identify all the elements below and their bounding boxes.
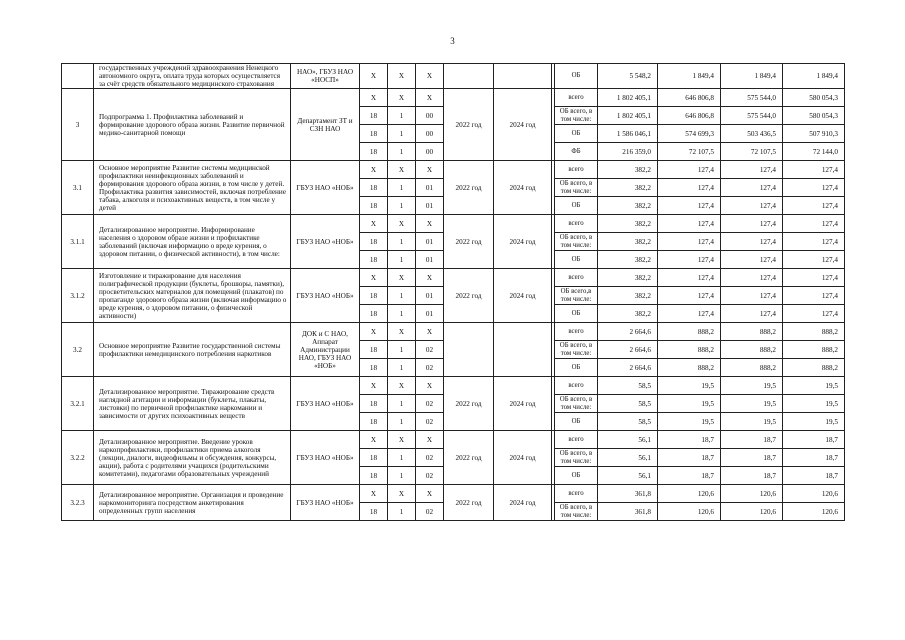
amount-cell: 56,1 bbox=[598, 467, 658, 485]
amount-cell: 575 544,0 bbox=[721, 107, 783, 125]
code-cell: 18 bbox=[360, 143, 388, 161]
item-number-cell: 3 bbox=[62, 89, 94, 161]
amount-cell: 127,4 bbox=[783, 233, 845, 251]
code-cell: 18 bbox=[360, 233, 388, 251]
amount-cell: 19,5 bbox=[658, 377, 721, 395]
amount-cell: 382,2 bbox=[598, 305, 658, 323]
table-row bbox=[62, 485, 845, 503]
amount-cell: 1 802 405,1 bbox=[598, 89, 658, 107]
end-year-cell: 2024 год bbox=[494, 215, 552, 269]
code-cell: 1 bbox=[388, 233, 416, 251]
amount-cell: 58,5 bbox=[598, 395, 658, 413]
code-cell: 1 bbox=[388, 341, 416, 359]
start-year-cell: 2022 год bbox=[444, 485, 494, 521]
code-cell: 1 bbox=[388, 197, 416, 215]
funding-source-cell: ОБ всего, в том числе: bbox=[555, 503, 598, 521]
amount-cell: 888,2 bbox=[783, 323, 845, 341]
end-year-cell: 2024 год bbox=[494, 377, 552, 431]
executor-cell: ГБУЗ НАО «НОБ» bbox=[291, 485, 360, 521]
amount-cell: 361,8 bbox=[598, 503, 658, 521]
code-cell: 00 bbox=[416, 143, 444, 161]
amount-cell: 18,7 bbox=[783, 431, 845, 449]
item-name-cell: Основное мероприятие Развитие государственной системы профилактики немедицинского потребления наркотиков bbox=[94, 323, 291, 377]
item-number-cell: 3.2.3 bbox=[62, 485, 94, 521]
amount-cell: 2 664,6 bbox=[598, 323, 658, 341]
amount-cell: 127,4 bbox=[658, 287, 721, 305]
executor-cell: ГБУЗ НАО «НОБ» bbox=[291, 269, 360, 323]
amount-cell: 127,4 bbox=[658, 251, 721, 269]
amount-cell: 1 849,4 bbox=[658, 64, 721, 89]
end-year-cell: 2024 год bbox=[494, 89, 552, 161]
code-cell: 02 bbox=[416, 395, 444, 413]
amount-cell: 361,8 bbox=[598, 485, 658, 503]
code-cell: 18 bbox=[360, 449, 388, 467]
table-row bbox=[62, 215, 845, 233]
amount-cell: 2 664,6 bbox=[598, 359, 658, 377]
funding-source-cell: ОБ bbox=[555, 467, 598, 485]
amount-cell: 18,7 bbox=[721, 467, 783, 485]
funding-source-cell: ФБ bbox=[555, 143, 598, 161]
code-cell: 18 bbox=[360, 413, 388, 431]
code-cell: X bbox=[416, 161, 444, 179]
amount-cell: 19,5 bbox=[721, 413, 783, 431]
table-row bbox=[62, 161, 845, 179]
end-year-cell: 2024 год bbox=[494, 161, 552, 215]
amount-cell: 580 054,3 bbox=[783, 89, 845, 107]
amount-cell: 127,4 bbox=[721, 305, 783, 323]
amount-cell: 382,2 bbox=[598, 215, 658, 233]
amount-cell: 19,5 bbox=[658, 413, 721, 431]
amount-cell: 382,2 bbox=[598, 233, 658, 251]
code-cell: 18 bbox=[360, 107, 388, 125]
start-year-cell: 2022 год bbox=[444, 377, 494, 431]
amount-cell: 5 548,2 bbox=[598, 64, 658, 89]
amount-cell: 888,2 bbox=[658, 341, 721, 359]
code-cell: 00 bbox=[416, 107, 444, 125]
code-cell: 1 bbox=[388, 467, 416, 485]
amount-cell: 646 806,8 bbox=[658, 89, 721, 107]
code-cell: 02 bbox=[416, 503, 444, 521]
code-cell: 02 bbox=[416, 359, 444, 377]
item-number-cell: 3.1 bbox=[62, 161, 94, 215]
amount-cell: 18,7 bbox=[658, 467, 721, 485]
code-cell: X bbox=[360, 323, 388, 341]
amount-cell: 19,5 bbox=[721, 377, 783, 395]
funding-source-cell: всего bbox=[555, 323, 598, 341]
amount-cell: 127,4 bbox=[783, 305, 845, 323]
code-cell: 01 bbox=[416, 179, 444, 197]
code-cell: X bbox=[388, 89, 416, 107]
code-cell: 00 bbox=[416, 125, 444, 143]
item-number-cell: 3.2.1 bbox=[62, 377, 94, 431]
item-name-cell: Основное мероприятие Развитие системы медицинской профилактики неинфекционных заболеваний и формирования здорового образа жизни, в том числе у детей. Профилактика развития зависимостей, включая потребление табака, алкоголя и психоактивных веществ, в том числе у детей bbox=[94, 161, 291, 215]
item-number-cell: 3.1.1 bbox=[62, 215, 94, 269]
amount-cell: 120,6 bbox=[783, 485, 845, 503]
funding-source-cell: ОБ всего, в том числе: bbox=[555, 107, 598, 125]
code-cell: 18 bbox=[360, 341, 388, 359]
code-cell: X bbox=[416, 431, 444, 449]
code-cell: X bbox=[388, 323, 416, 341]
item-name-cell: Детализированное мероприятие. Информирование населения о здоровом образе жизни и профилактике заболеваний (включая информацию о вреде курения, о здоровом питании, о физической активности), в том числе: bbox=[94, 215, 291, 269]
code-cell: 02 bbox=[416, 467, 444, 485]
start-year-cell bbox=[444, 64, 494, 89]
start-year-cell: 2022 год bbox=[444, 89, 494, 161]
funding-source-cell: всего bbox=[555, 89, 598, 107]
amount-cell: 127,4 bbox=[658, 197, 721, 215]
code-cell: X bbox=[388, 377, 416, 395]
amount-cell: 18,7 bbox=[721, 449, 783, 467]
table-row bbox=[62, 431, 845, 449]
amount-cell: 127,4 bbox=[721, 233, 783, 251]
code-cell: X bbox=[416, 64, 444, 89]
amount-cell: 127,4 bbox=[783, 269, 845, 287]
amount-cell: 216 359,0 bbox=[598, 143, 658, 161]
amount-cell: 18,7 bbox=[721, 431, 783, 449]
amount-cell: 127,4 bbox=[783, 161, 845, 179]
amount-cell: 127,4 bbox=[658, 179, 721, 197]
code-cell: 18 bbox=[360, 287, 388, 305]
amount-cell: 127,4 bbox=[721, 161, 783, 179]
amount-cell: 72 107,5 bbox=[658, 143, 721, 161]
code-cell: X bbox=[360, 161, 388, 179]
start-year-cell: 2022 год bbox=[444, 161, 494, 215]
code-cell: 01 bbox=[416, 251, 444, 269]
executor-cell: ГБУЗ НАО «НОБ» bbox=[291, 377, 360, 431]
code-cell: 01 bbox=[416, 197, 444, 215]
code-cell: 18 bbox=[360, 305, 388, 323]
executor-cell: НАО», ГБУЗ НАО «НОСП» bbox=[291, 64, 360, 89]
amount-cell: 19,5 bbox=[783, 395, 845, 413]
amount-cell: 127,4 bbox=[658, 215, 721, 233]
end-year-cell: 2024 год bbox=[494, 485, 552, 521]
amount-cell: 19,5 bbox=[721, 395, 783, 413]
amount-cell: 382,2 bbox=[598, 251, 658, 269]
item-number-cell: 3.2.2 bbox=[62, 431, 94, 485]
executor-cell: ДОК и С НАО, Аппарат Администрации НАО, ГБУЗ НАО «НОБ» bbox=[291, 323, 360, 377]
code-cell: X bbox=[360, 377, 388, 395]
code-cell: 1 bbox=[388, 395, 416, 413]
code-cell: 1 bbox=[388, 413, 416, 431]
code-cell: 1 bbox=[388, 503, 416, 521]
table-row bbox=[62, 377, 845, 395]
item-name-cell: Детализированное мероприятие. Организация и проведение наркомониторинга посредством анкетирования определенных групп населения bbox=[94, 485, 291, 521]
end-year-cell bbox=[494, 64, 552, 89]
amount-cell: 120,6 bbox=[721, 503, 783, 521]
code-cell: 18 bbox=[360, 197, 388, 215]
amount-cell: 580 054,3 bbox=[783, 107, 845, 125]
executor-cell: Департамент ЗТ и СЗН НАО bbox=[291, 89, 360, 161]
amount-cell: 888,2 bbox=[783, 341, 845, 359]
amount-cell: 127,4 bbox=[658, 269, 721, 287]
code-cell: X bbox=[360, 269, 388, 287]
code-cell: 02 bbox=[416, 413, 444, 431]
code-cell: 01 bbox=[416, 233, 444, 251]
code-cell: X bbox=[388, 64, 416, 89]
amount-cell: 58,5 bbox=[598, 413, 658, 431]
amount-cell: 1 849,4 bbox=[721, 64, 783, 89]
code-cell: 1 bbox=[388, 359, 416, 377]
amount-cell: 56,1 bbox=[598, 431, 658, 449]
code-cell: X bbox=[360, 215, 388, 233]
funding-source-cell: всего bbox=[555, 377, 598, 395]
item-number-cell: 3.2 bbox=[62, 323, 94, 377]
funding-source-cell: ОБ bbox=[555, 359, 598, 377]
table-body bbox=[62, 64, 845, 521]
code-cell: X bbox=[388, 431, 416, 449]
amount-cell: 382,2 bbox=[598, 179, 658, 197]
amount-cell: 120,6 bbox=[658, 485, 721, 503]
amount-cell: 2 664,6 bbox=[598, 341, 658, 359]
code-cell: 18 bbox=[360, 125, 388, 143]
funding-source-cell: ОБ bbox=[555, 251, 598, 269]
item-number-cell: 3.1.2 bbox=[62, 269, 94, 323]
start-year-cell: 2022 год bbox=[444, 215, 494, 269]
table-row bbox=[62, 64, 845, 89]
code-cell: X bbox=[416, 323, 444, 341]
amount-cell: 127,4 bbox=[658, 305, 721, 323]
code-cell: 1 bbox=[388, 125, 416, 143]
code-cell: X bbox=[360, 89, 388, 107]
item-name-cell: государственных учреждений здравоохранения Ненецкого автономного округа, оплата труда которых осуществляется за счёт средств обязательного медицинского страхования bbox=[94, 64, 291, 89]
amount-cell: 1 802 405,1 bbox=[598, 107, 658, 125]
code-cell: 1 bbox=[388, 107, 416, 125]
item-name-cell: Изготовление и тиражирование для населения полиграфической продукции (буклеты, брошюры, памятки), просветительских материалов для помещений (плакатов) по пропаганде здорового образа жизни (включая информацию о вреде курения, о здоровом питании, о физической активности) bbox=[94, 269, 291, 323]
funding-source-cell: ОБ всего,в том числе: bbox=[555, 287, 598, 305]
funding-source-cell: ОБ bbox=[555, 197, 598, 215]
amount-cell: 56,1 bbox=[598, 449, 658, 467]
amount-cell: 19,5 bbox=[658, 395, 721, 413]
amount-cell: 888,2 bbox=[721, 359, 783, 377]
funding-source-cell: ОБ bbox=[555, 125, 598, 143]
code-cell: X bbox=[388, 485, 416, 503]
code-cell: 18 bbox=[360, 251, 388, 269]
amount-cell: 382,2 bbox=[598, 269, 658, 287]
funding-source-cell: ОБ всего, в том числе: bbox=[555, 233, 598, 251]
end-year-cell bbox=[494, 323, 552, 377]
amount-cell: 72 144,0 bbox=[783, 143, 845, 161]
code-cell: 18 bbox=[360, 467, 388, 485]
executor-cell: ГБУЗ НАО «НОБ» bbox=[291, 431, 360, 485]
code-cell: 1 bbox=[388, 449, 416, 467]
code-cell: X bbox=[360, 431, 388, 449]
amount-cell: 127,4 bbox=[783, 251, 845, 269]
amount-cell: 19,5 bbox=[783, 413, 845, 431]
amount-cell: 18,7 bbox=[658, 449, 721, 467]
funding-source-cell: всего bbox=[555, 485, 598, 503]
code-cell: 02 bbox=[416, 341, 444, 359]
amount-cell: 120,6 bbox=[721, 485, 783, 503]
item-number-cell bbox=[62, 64, 94, 89]
funding-source-cell: всего bbox=[555, 161, 598, 179]
code-cell: 18 bbox=[360, 503, 388, 521]
amount-cell: 382,2 bbox=[598, 287, 658, 305]
amount-cell: 127,4 bbox=[721, 215, 783, 233]
code-cell: 1 bbox=[388, 143, 416, 161]
funding-source-cell: ОБ всего, в том числе: bbox=[555, 179, 598, 197]
amount-cell: 1 849,4 bbox=[783, 64, 845, 89]
amount-cell: 120,6 bbox=[658, 503, 721, 521]
item-name-cell: Детализированное мероприятие. Введение уроков наркопрофилактики, профилактики приема алкоголя (лекции, диалоги, видеофильмы и обсуждения, конкурсы, акции), работа с родителями учащихся (родительскими комитетами), педагогами образовательных учреждений bbox=[94, 431, 291, 485]
table-row bbox=[62, 269, 845, 287]
amount-cell: 127,4 bbox=[658, 233, 721, 251]
code-cell: 18 bbox=[360, 179, 388, 197]
table-row bbox=[62, 89, 845, 107]
item-name-cell: Подпрограмма 1. Профилактика заболеваний и формирование здорового образа жизни. Развитие первичной медико-санитарной помощи bbox=[94, 89, 291, 161]
amount-cell: 18,7 bbox=[783, 449, 845, 467]
amount-cell: 19,5 bbox=[783, 377, 845, 395]
code-cell: 1 bbox=[388, 287, 416, 305]
amount-cell: 127,4 bbox=[783, 179, 845, 197]
funding-source-cell: ОБ всего, в том числе: bbox=[555, 341, 598, 359]
funding-source-cell: ОБ bbox=[555, 413, 598, 431]
code-cell: 18 bbox=[360, 359, 388, 377]
executor-cell: ГБУЗ НАО «НОБ» bbox=[291, 215, 360, 269]
start-year-cell bbox=[444, 323, 494, 377]
amount-cell: 127,4 bbox=[658, 161, 721, 179]
page-number: 3 bbox=[450, 36, 455, 46]
code-cell: 02 bbox=[416, 449, 444, 467]
amount-cell: 127,4 bbox=[783, 197, 845, 215]
item-name-cell: Детализированное мероприятие. Тиражирование средств наглядной агитации и информации (буклеты, плакаты, листовки) по первичной профилактике наркомании и зависимости от других психоактивных веществ bbox=[94, 377, 291, 431]
amount-cell: 120,6 bbox=[783, 503, 845, 521]
start-year-cell: 2022 год bbox=[444, 269, 494, 323]
amount-cell: 127,4 bbox=[721, 179, 783, 197]
amount-cell: 127,4 bbox=[721, 197, 783, 215]
amount-cell: 888,2 bbox=[721, 341, 783, 359]
code-cell: X bbox=[416, 485, 444, 503]
amount-cell: 574 699,3 bbox=[658, 125, 721, 143]
code-cell: 01 bbox=[416, 287, 444, 305]
amount-cell: 127,4 bbox=[721, 251, 783, 269]
funding-source-cell: всего bbox=[555, 431, 598, 449]
amount-cell: 888,2 bbox=[783, 359, 845, 377]
amount-cell: 503 436,5 bbox=[721, 125, 783, 143]
amount-cell: 18,7 bbox=[658, 431, 721, 449]
code-cell: X bbox=[416, 377, 444, 395]
amount-cell: 507 910,3 bbox=[783, 125, 845, 143]
code-cell: 1 bbox=[388, 305, 416, 323]
code-cell: 1 bbox=[388, 179, 416, 197]
amount-cell: 127,4 bbox=[721, 269, 783, 287]
end-year-cell: 2024 год bbox=[494, 431, 552, 485]
code-cell: X bbox=[360, 64, 388, 89]
amount-cell: 127,4 bbox=[783, 215, 845, 233]
code-cell: X bbox=[416, 89, 444, 107]
amount-cell: 382,2 bbox=[598, 161, 658, 179]
amount-cell: 1 586 046,1 bbox=[598, 125, 658, 143]
amount-cell: 888,2 bbox=[658, 359, 721, 377]
amount-cell: 888,2 bbox=[721, 323, 783, 341]
amount-cell: 127,4 bbox=[721, 287, 783, 305]
funding-source-cell: ОБ всего, в том числе: bbox=[555, 449, 598, 467]
executor-cell: ГБУЗ НАО «НОБ» bbox=[291, 161, 360, 215]
code-cell: X bbox=[360, 485, 388, 503]
funding-source-cell: всего bbox=[555, 269, 598, 287]
code-cell: 01 bbox=[416, 305, 444, 323]
funding-source-cell: ОБ всего, в том числе: bbox=[555, 395, 598, 413]
funding-source-cell: ОБ bbox=[555, 305, 598, 323]
amount-cell: 18,7 bbox=[783, 467, 845, 485]
code-cell: X bbox=[416, 269, 444, 287]
funding-source-cell: ОБ bbox=[555, 64, 598, 89]
code-cell: 18 bbox=[360, 395, 388, 413]
code-cell: X bbox=[388, 215, 416, 233]
end-year-cell: 2024 год bbox=[494, 269, 552, 323]
start-year-cell: 2022 год bbox=[444, 431, 494, 485]
amount-cell: 58,5 bbox=[598, 377, 658, 395]
code-cell: X bbox=[388, 269, 416, 287]
amount-cell: 646 806,8 bbox=[658, 107, 721, 125]
funding-source-cell: всего bbox=[555, 215, 598, 233]
table-row bbox=[62, 323, 845, 341]
amount-cell: 382,2 bbox=[598, 197, 658, 215]
budget-table bbox=[61, 63, 845, 521]
code-cell: 1 bbox=[388, 251, 416, 269]
code-cell: X bbox=[416, 215, 444, 233]
amount-cell: 575 544,0 bbox=[721, 89, 783, 107]
code-cell: X bbox=[388, 161, 416, 179]
amount-cell: 127,4 bbox=[783, 287, 845, 305]
amount-cell: 72 107,5 bbox=[721, 143, 783, 161]
amount-cell: 888,2 bbox=[658, 323, 721, 341]
